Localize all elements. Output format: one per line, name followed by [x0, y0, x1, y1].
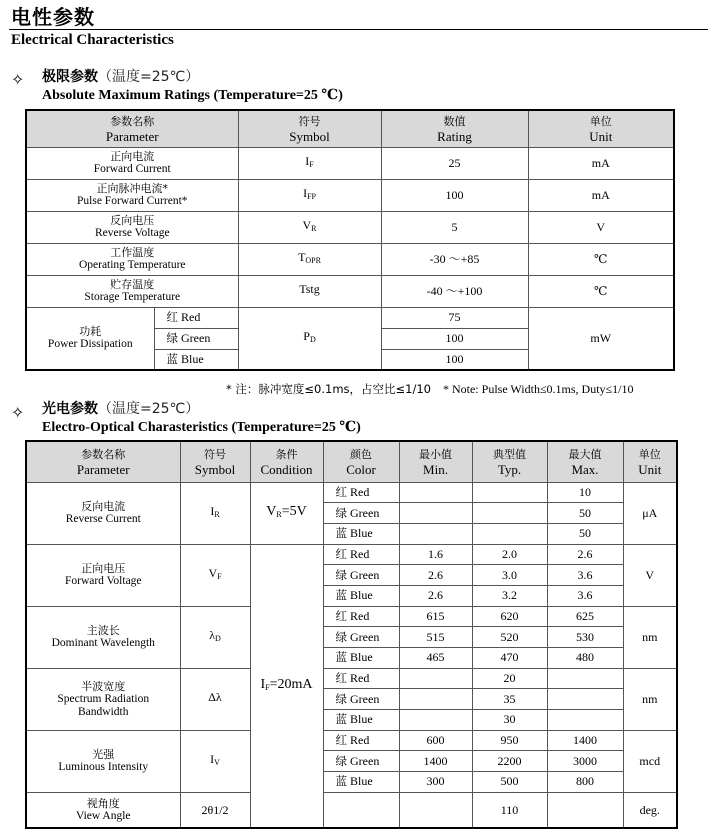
min-cell: 1400 — [399, 751, 472, 772]
min-cell — [399, 482, 472, 503]
param-cell: 功耗 Power Dissipation — [26, 307, 154, 370]
param-cell: 工作温度 Operating Temperature — [26, 243, 238, 275]
color-cell: 蓝 Blue — [323, 585, 399, 606]
table-row — [26, 307, 674, 328]
section1-heading — [42, 66, 199, 86]
max-cell: 50 — [547, 523, 623, 544]
min-cell — [399, 710, 472, 731]
typ-cell: 500 — [472, 772, 547, 793]
symbol-cell: $V_F$ — [180, 544, 250, 606]
typ-cell — [472, 482, 547, 503]
unit-cell: ℃ — [528, 275, 674, 307]
max-cell: 625 — [547, 606, 623, 627]
rating-cell: 75 — [381, 307, 528, 328]
color-cell — [323, 792, 399, 828]
sparkle-icon: ✧ — [11, 70, 25, 89]
page-title-en: Electrical Characteristics — [11, 32, 174, 48]
symbol-cell: $I_R$ — [180, 482, 250, 544]
typ-cell — [472, 503, 547, 524]
section2-heading-cn: 光电参数 — [42, 401, 98, 417]
typ-cell: 110 — [472, 792, 547, 828]
unit-cell: deg. — [623, 792, 677, 828]
symbol-cell: $T_{OPR}$ — [238, 243, 381, 275]
typ-cell: 3.2 — [472, 585, 547, 606]
unit-cell: ℃ — [528, 243, 674, 275]
rating-cell: 100 — [381, 179, 528, 211]
electro-optical-table — [25, 440, 678, 829]
color-cell: 绿 Green — [323, 503, 399, 524]
absolute-max-ratings-table — [25, 109, 675, 371]
min-cell: 2.6 — [399, 565, 472, 586]
symbol-cell: Δλ — [180, 668, 250, 730]
color-cell: 蓝 Blue — [154, 349, 238, 370]
min-cell: 2.6 — [399, 585, 472, 606]
condition-cell: $I_F=20mA$ — [250, 544, 323, 828]
typ-cell: 20 — [472, 668, 547, 689]
table-row — [26, 544, 677, 565]
color-cell: 绿 Green — [154, 328, 238, 349]
header-condition: 条件 Condition — [250, 441, 323, 482]
table-row — [26, 243, 674, 275]
param-cell: 视角度 View Angle — [26, 792, 180, 828]
max-cell: 1400 — [547, 730, 623, 751]
table-row — [26, 668, 677, 689]
min-cell — [399, 523, 472, 544]
symbol-cell: $I_{FP}$ — [238, 179, 381, 211]
unit-cell: μA — [623, 482, 677, 544]
max-cell: 3.6 — [547, 585, 623, 606]
min-cell: 515 — [399, 627, 472, 648]
typ-cell: 470 — [472, 648, 547, 669]
header-unit: 单位 Unit — [623, 441, 677, 482]
header-symbol: 符号 Symbol — [180, 441, 250, 482]
section1-heading-paren: （温度=25℃） — [98, 69, 200, 85]
section1-subheading: Absolute Maximum Ratings (Temperature=25 ℃) — [42, 88, 343, 103]
rating-cell: 100 — [381, 328, 528, 349]
table-row — [26, 275, 674, 307]
symbol-cell: $P_D$ — [238, 307, 381, 370]
section1-heading-cn: 极限参数 — [42, 69, 98, 85]
unit-cell: V — [528, 211, 674, 243]
color-cell: 红 Red — [154, 307, 238, 328]
unit-cell: mW — [528, 307, 674, 370]
typ-cell: 2200 — [472, 751, 547, 772]
header-parameter: 参数名称 Parameter — [26, 441, 180, 482]
header-min: 最小值 Min. — [399, 441, 472, 482]
color-cell: 蓝 Blue — [323, 523, 399, 544]
color-cell: 红 Red — [323, 544, 399, 565]
table-header-row — [26, 441, 677, 482]
typ-cell: 30 — [472, 710, 547, 731]
typ-cell: 35 — [472, 689, 547, 710]
param-cell: 反向电压 Reverse Voltage — [26, 211, 238, 243]
color-cell: 绿 Green — [323, 689, 399, 710]
section2-heading-paren: （温度=25℃） — [98, 401, 200, 417]
header-typ: 典型值 Typ. — [472, 441, 547, 482]
table-row — [26, 147, 674, 179]
unit-cell: mcd — [623, 730, 677, 792]
header-color: 颜色 Color — [323, 441, 399, 482]
symbol-cell: Tstg — [238, 275, 381, 307]
header-unit: 单位 Unit — [528, 110, 674, 147]
unit-cell: mA — [528, 147, 674, 179]
min-cell — [399, 689, 472, 710]
unit-cell: V — [623, 544, 677, 606]
color-cell: 蓝 Blue — [323, 648, 399, 669]
rating-cell: 5 — [381, 211, 528, 243]
unit-cell: nm — [623, 668, 677, 730]
header-symbol: 符号 Symbol — [238, 110, 381, 147]
table-row — [26, 730, 677, 751]
footnote-cn: * 注：脉冲宽度≤0.1ms，占空比≤1/10 — [226, 382, 431, 396]
unit-cell: nm — [623, 606, 677, 668]
typ-cell — [472, 523, 547, 544]
max-cell — [547, 668, 623, 689]
color-cell: 蓝 Blue — [323, 710, 399, 731]
typ-cell: 520 — [472, 627, 547, 648]
min-cell — [399, 792, 472, 828]
symbol-cell: $I_V$ — [180, 730, 250, 792]
min-cell: 300 — [399, 772, 472, 793]
header-rating: 数值 Rating — [381, 110, 528, 147]
footnote — [226, 381, 633, 397]
table-header-row — [26, 110, 674, 147]
typ-cell: 2.0 — [472, 544, 547, 565]
header-parameter: 参数名称 Parameter — [26, 110, 238, 147]
min-cell — [399, 668, 472, 689]
min-cell: 615 — [399, 606, 472, 627]
sparkle-icon: ✧ — [11, 403, 25, 422]
section2-subheading: Electro-Optical Charasteristics (Temperature=25 ℃) — [42, 420, 361, 435]
param-cell: 主波长 Dominant Wavelength — [26, 606, 180, 668]
symbol-cell: $I_F$ — [238, 147, 381, 179]
table-row — [26, 482, 677, 503]
min-cell: 1.6 — [399, 544, 472, 565]
max-cell: 3000 — [547, 751, 623, 772]
param-cell: 正向电压 Forward Voltage — [26, 544, 180, 606]
color-cell: 红 Red — [323, 668, 399, 689]
param-cell: 半波宽度 Spectrum Radiation Bandwidth — [26, 668, 180, 730]
max-cell: 3.6 — [547, 565, 623, 586]
condition-cell: $V_R=5V$ — [250, 482, 323, 544]
color-cell: 绿 Green — [323, 627, 399, 648]
max-cell: 480 — [547, 648, 623, 669]
color-cell: 红 Red — [323, 606, 399, 627]
footnote-en: * Note: Pulse Width≤0.1ms, Duty≤1/10 — [442, 382, 634, 396]
section2-heading — [42, 398, 199, 418]
max-cell — [547, 710, 623, 731]
min-cell: 600 — [399, 730, 472, 751]
typ-cell: 3.0 — [472, 565, 547, 586]
rating-cell: 25 — [381, 147, 528, 179]
max-cell — [547, 792, 623, 828]
symbol-cell: $V_R$ — [238, 211, 381, 243]
rating-cell: -40 ～+100 — [381, 275, 528, 307]
unit-cell: mA — [528, 179, 674, 211]
color-cell: 蓝 Blue — [323, 772, 399, 793]
rating-cell: -30 ～+85 — [381, 243, 528, 275]
param-cell: 正向电流 Forward Current — [26, 147, 238, 179]
typ-cell: 950 — [472, 730, 547, 751]
max-cell: 10 — [547, 482, 623, 503]
table-row — [26, 792, 677, 828]
min-cell: 465 — [399, 648, 472, 669]
param-cell: 反向电流 Reverse Current — [26, 482, 180, 544]
param-cell: 贮存温度 Storage Temperature — [26, 275, 238, 307]
max-cell: 2.6 — [547, 544, 623, 565]
color-cell: 红 Red — [323, 482, 399, 503]
min-cell — [399, 503, 472, 524]
max-cell: 530 — [547, 627, 623, 648]
symbol-cell: $\lambda_D$ — [180, 606, 250, 668]
title-divider — [9, 29, 708, 30]
param-cell: 正向脉冲电流* Pulse Forward Current* — [26, 179, 238, 211]
page-title-cn: 电性参数 — [11, 5, 95, 29]
max-cell: 800 — [547, 772, 623, 793]
color-cell: 红 Red — [323, 730, 399, 751]
rating-cell: 100 — [381, 349, 528, 370]
max-cell — [547, 689, 623, 710]
table-row — [26, 606, 677, 627]
color-cell: 绿 Green — [323, 751, 399, 772]
max-cell: 50 — [547, 503, 623, 524]
table-row — [26, 211, 674, 243]
typ-cell: 620 — [472, 606, 547, 627]
param-cell: 光强 Luminous Intensity — [26, 730, 180, 792]
color-cell: 绿 Green — [323, 565, 399, 586]
table-row — [26, 179, 674, 211]
symbol-cell: 2θ1/2 — [180, 792, 250, 828]
header-max: 最大值 Max. — [547, 441, 623, 482]
